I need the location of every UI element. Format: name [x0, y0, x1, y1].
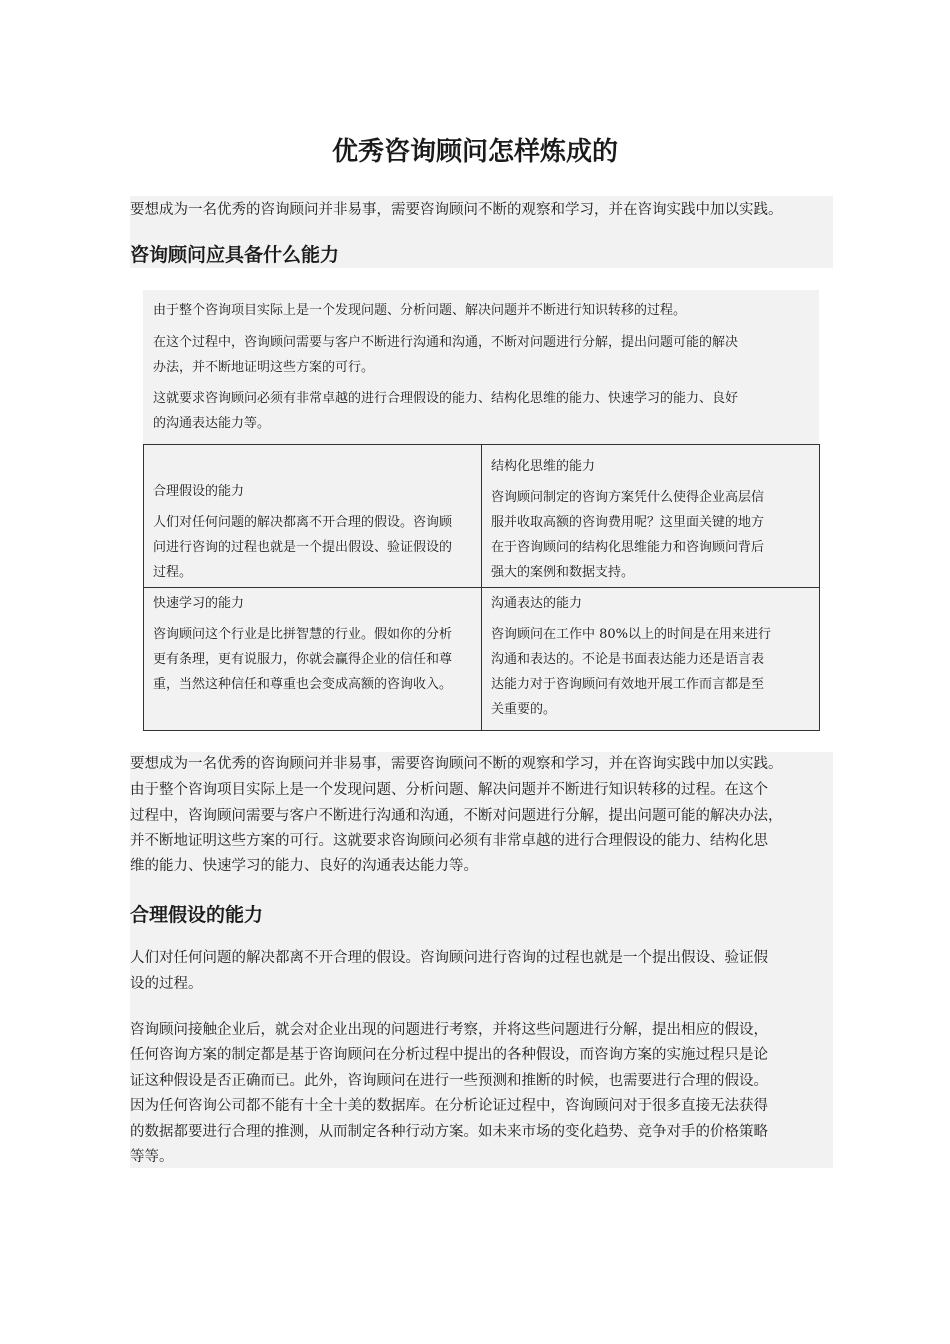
document-title: 优秀咨询顾问怎样炼成的 — [331, 137, 618, 167]
cell-line: 问进行咨询的过程也就是一个提出假设、验证假设的 — [153, 540, 453, 555]
cell-structured-thinking — [482, 445, 820, 588]
summary-line: 由于整个咨询项目实际上是一个发现问题、分析问题、解决问题并不断进行知识转移的过程。 — [153, 303, 687, 318]
cell-line: 沟通和表达的。不论是书面表达能力还是语言表 — [491, 652, 765, 667]
body-line: 维的能力、快速学习的能力、良好的沟通表达能力等。 — [130, 858, 478, 874]
section-heading-hypothesis: 合理假设的能力 — [130, 904, 264, 926]
cell-line: 咨询顾问在工作中 80%以上的时间是在用来进行 — [491, 627, 772, 642]
cell-line: 服并收取高额的咨询费用呢？这里面关键的地方 — [491, 515, 765, 530]
cell-line: 人们对任何问题的解决都离不开合理的假设。咨询顾 — [153, 515, 453, 530]
summary-line: 在这个过程中，咨询顾问需要与客户不断进行沟通和沟通，不断对问题进行分解，提出问题可能的解决 — [153, 335, 739, 350]
main-content — [130, 752, 833, 1168]
body-line: 人们对任何问题的解决都离不开合理的假设。咨询顾问进行咨询的过程也就是一个提出假设、验证假 — [130, 950, 768, 966]
abilities-table — [143, 444, 820, 731]
summary-line: 办法，并不断地证明这些方案的可行。 — [153, 360, 375, 375]
summary-line: 的沟通表达能力等。 — [153, 416, 271, 431]
summary-line: 这就要求咨询顾问必须有非常卓越的进行合理假设的能力、结构化思维的能力、快速学习的能力、良好 — [153, 391, 739, 406]
cell-hypothesis — [144, 445, 482, 588]
cell-fast-learning — [144, 588, 482, 731]
body-line: 由于整个咨询项目实际上是一个发现问题、分析问题、解决问题并不断进行知识转移的过程。在这个 — [130, 782, 768, 798]
cell-title: 合理假设的能力 — [153, 484, 245, 499]
body-line: 证这种假设是否正确而已。此外，咨询顾问在进行一些预测和推断的时候，也需要进行合理的假设。 — [130, 1073, 768, 1089]
cell-line: 在于咨询顾问的结构化思维能力和咨询顾问背后 — [491, 540, 765, 555]
body-line: 因为任何咨询公司都不能有十全十美的数据库。在分析论证过程中，咨询顾问对于很多直接无法获得 — [130, 1098, 768, 1114]
body-line: 要想成为一名优秀的咨询顾问并非易事，需要咨询顾问不断的观察和学习，并在咨询实践中加以实践。 — [130, 756, 783, 772]
cell-title: 沟通表达的能力 — [491, 596, 583, 611]
cell-line: 达能力对于咨询顾问有效地开展工作而言都是至 — [491, 677, 765, 692]
body-line: 过程中，咨询顾问需要与客户不断进行沟通和沟通，不断对问题进行分解，提出问题可能的解决办法， — [130, 808, 783, 824]
body-line: 设的过程。 — [130, 976, 203, 992]
section-heading-abilities: 咨询顾问应具备什么能力 — [130, 244, 340, 266]
cell-line: 过程。 — [153, 565, 193, 580]
cell-title: 快速学习的能力 — [153, 596, 245, 611]
body-line: 并不断地证明这些方案的可行。这就要求咨询顾问必须有非常卓越的进行合理假设的能力、结构化思 — [130, 833, 768, 849]
body-line: 的数据都要进行合理的推测，从而制定各种行动方案。如未来市场的变化趋势、竞争对手的价格策略 — [130, 1124, 768, 1140]
body-line: 咨询顾问接触企业后，就会对企业出现的问题进行考察，并将这些问题进行分解，提出相应的假设， — [130, 1022, 768, 1038]
body-line: 等等。 — [130, 1149, 174, 1165]
cell-title: 结构化思维的能力 — [491, 459, 596, 474]
summary-box — [143, 290, 819, 445]
cell-line: 强大的案例和数据支持。 — [491, 565, 635, 580]
cell-line: 更有条理，更有说服力，你就会赢得企业的信任和尊 — [153, 652, 453, 667]
cell-communication — [482, 588, 820, 731]
cell-line: 重，当然这种信任和尊重也会变成高额的咨询收入。 — [153, 677, 453, 692]
intro-block — [130, 196, 833, 268]
cell-line: 咨询顾问制定的咨询方案凭什么使得企业高层信 — [491, 490, 765, 505]
cell-line: 咨询顾问这个行业是比拼智慧的行业。假如你的分析 — [153, 627, 453, 642]
cell-line: 关重要的。 — [491, 702, 557, 717]
body-line: 任何咨询方案的制定都是基于咨询顾问在分析过程中提出的各种假设，而咨询方案的实施过程只是论 — [130, 1047, 768, 1063]
intro-paragraph: 要想成为一名优秀的咨询顾问并非易事，需要咨询顾问不断的观察和学习，并在咨询实践中加以实践。 — [130, 202, 783, 218]
